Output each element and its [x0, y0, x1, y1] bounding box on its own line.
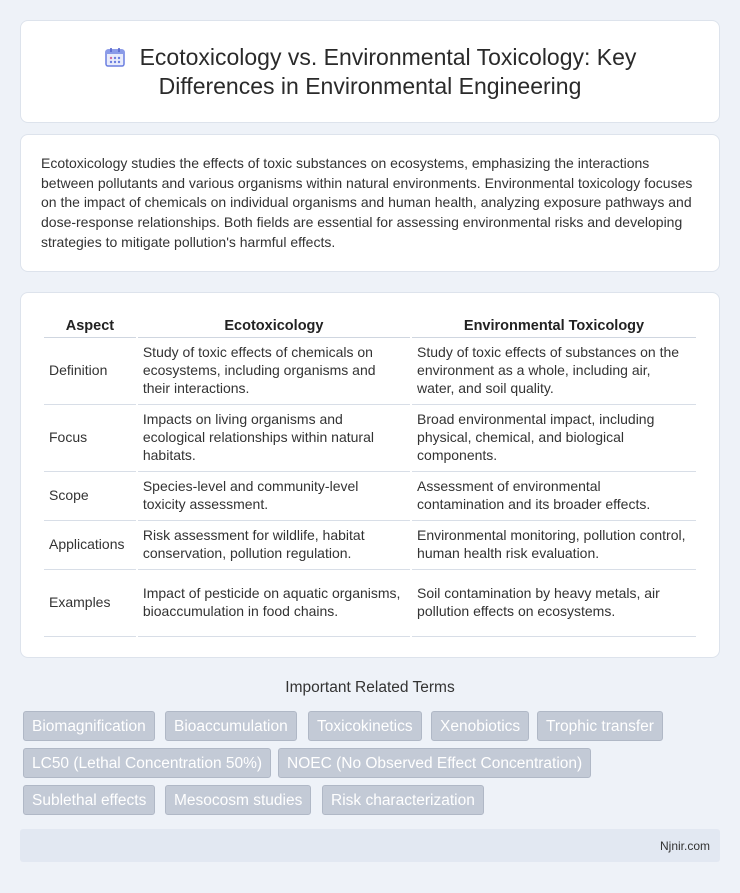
- term-tag[interactable]: Trophic transfer: [537, 711, 663, 741]
- cell-eco: Impacts on living organisms and ecological relationships within natural habitats.: [138, 405, 410, 472]
- cell-env: Assessment of environmental contamination and its broader effects.: [412, 472, 696, 521]
- cell-aspect: Scope: [44, 472, 136, 521]
- cell-env: Environmental monitoring, pollution control, human health risk evaluation.: [412, 521, 696, 570]
- term-tag[interactable]: LC50 (Lethal Concentration 50%): [23, 748, 271, 778]
- related-terms-heading: Important Related Terms: [285, 679, 455, 696]
- comparison-table: [42, 313, 698, 637]
- cell-aspect: Applications: [44, 521, 136, 570]
- table-row: [44, 405, 696, 472]
- page-title: [64, 43, 677, 101]
- term-tag[interactable]: Bioaccumulation: [165, 711, 297, 741]
- cell-env: Broad environmental impact, including physical, chemical, and biological components.: [412, 405, 696, 472]
- cell-aspect: Examples: [44, 570, 136, 637]
- term-tag[interactable]: Xenobiotics: [431, 711, 529, 741]
- title-line-1: Ecotoxicology vs. Environmental Toxicology: Key: [139, 43, 637, 70]
- term-tag[interactable]: Sublethal effects: [23, 785, 155, 815]
- cell-eco: Impact of pesticide on aquatic organisms, bioaccumulation in food chains.: [138, 570, 410, 637]
- header-aspect: Aspect: [44, 313, 136, 338]
- footer-site-name[interactable]: Njnir.com: [659, 839, 710, 853]
- table-row: [44, 338, 696, 405]
- calendar-icon: [104, 46, 126, 68]
- cell-eco: Study of toxic effects of chemicals on ecosystems, including organisms and their interactions.: [138, 338, 410, 405]
- table-header-row: [44, 313, 696, 338]
- term-tag[interactable]: NOEC (No Observed Effect Concentration): [278, 748, 591, 778]
- cell-env: Study of toxic effects of substances on the environment as a whole, including air, water, and soil quality.: [412, 338, 696, 405]
- header-environmental-toxicology: Environmental Toxicology: [412, 313, 696, 338]
- comparison-table-card: [20, 292, 720, 658]
- footer: [20, 829, 720, 862]
- header-ecotoxicology: Ecotoxicology: [138, 313, 410, 338]
- table-row: [44, 570, 696, 637]
- cell-env: Soil contamination by heavy metals, air pollution effects on ecosystems.: [412, 570, 696, 637]
- title-line-2: Differences in Environmental Engineering: [158, 72, 582, 99]
- intro-text: Ecotoxicology studies the effects of toxic substances on ecosystems, emphasizing the interactions between pollutants and various organisms within natural environments. Environmental toxicology focuses on the impact of chemicals on individual organisms and human health, analyzing exposure pathways and dose-response relationships. Both fields are essential for assessing environmental risks and developing strategies to mitigate pollution's harmful effects.: [41, 155, 693, 250]
- term-tag[interactable]: Risk characterization: [322, 785, 484, 815]
- term-tag[interactable]: Mesocosm studies: [165, 785, 311, 815]
- term-tag[interactable]: Biomagnification: [23, 711, 155, 741]
- title-card: [20, 20, 720, 123]
- table-row: [44, 472, 696, 521]
- intro-card: [20, 134, 720, 272]
- term-tag[interactable]: Toxicokinetics: [308, 711, 422, 741]
- cell-eco: Species-level and community-level toxicity assessment.: [138, 472, 410, 521]
- cell-aspect: Definition: [44, 338, 136, 405]
- cell-eco: Risk assessment for wildlife, habitat conservation, pollution regulation.: [138, 521, 410, 570]
- table-row: [44, 521, 696, 570]
- cell-aspect: Focus: [44, 405, 136, 472]
